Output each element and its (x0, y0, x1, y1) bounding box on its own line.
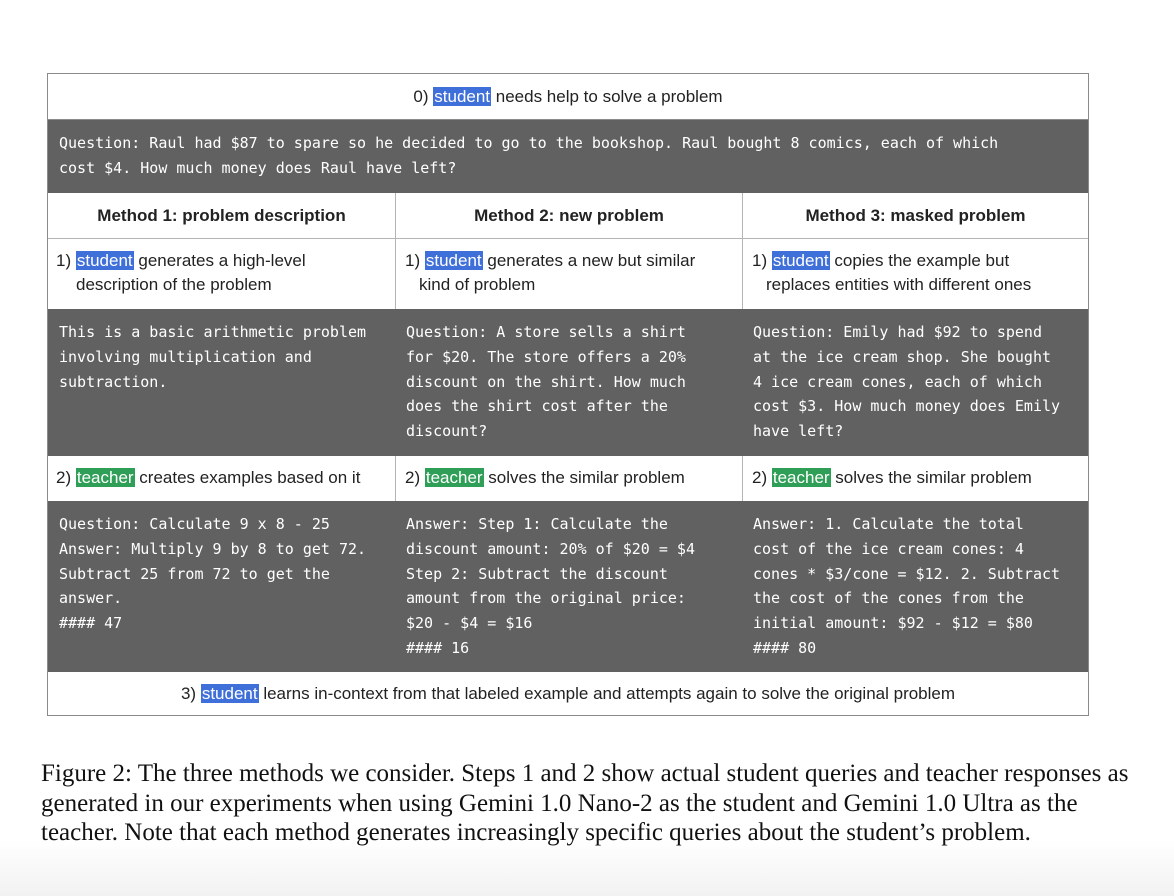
method-2-step1: 1) student generates a new but similar kind of problem (395, 239, 742, 309)
method-2-response: Answer: Step 1: Calculate the discount amount: 20% of $20 = $4 Step 2: Subtract the discount amount from the original price: $20 - $4 = $16 #### 16 (406, 515, 695, 657)
method-3-step2: 2) teacher solves the similar problem (742, 456, 1088, 501)
original-question (48, 120, 1088, 193)
method-headers-row (48, 193, 1088, 239)
student-label: student (425, 251, 482, 270)
method-1-query: This is a basic arithmetic problem involving multiplication and subtraction. (59, 323, 367, 391)
question-line-1: Question: Raul had $87 to spare so he decided to go to the bookshop. Raul bought 8 comics, each of which (59, 134, 999, 152)
teacher-label: teacher (76, 468, 134, 487)
student-label: student (434, 86, 491, 106)
method-2-query: Question: A store sells a shirt for $20. The store offers a 20% discount on the shirt. How much does the shirt cost after the discount? (406, 323, 686, 441)
figure-diagram (47, 73, 1089, 716)
method-3-response: Answer: 1. Calculate the total cost of the ice cream cones: 4 cones * $3/cone = $12. 2. Subtract the cost of the cones from the initial amount: $92 - $12 = $80 #### 80 (753, 515, 1061, 657)
student-label: student (201, 683, 258, 703)
method-1-step2: 2) teacher creates examples based on it (56, 468, 361, 487)
method-1-response: Question: Calculate 9 x 8 - 25 Answer: Multiply 9 by 8 to get 72. Subtract 25 from 72 to get the answer. #### 47 (59, 515, 367, 633)
student-label: student (76, 251, 133, 270)
step0-row (48, 74, 1088, 120)
student-query-row (48, 309, 1088, 456)
step1-row (48, 239, 1088, 309)
student-label: student (772, 251, 829, 270)
method-1-header: Method 1: problem description (97, 205, 346, 225)
step3-text: 3) student learns in-context from that labeled example and attempts again to solve the original problem (180, 683, 956, 703)
teacher-label: teacher (772, 468, 830, 487)
teacher-response-row (48, 501, 1088, 672)
method-2-step2: 2) teacher solves the similar problem (395, 456, 742, 501)
method-2-header: Method 2: new problem (395, 193, 742, 238)
method-3-step1: 1) student copies the example but replaces entities with different ones (742, 239, 1088, 309)
step0-text: 0) student needs help to solve a problem (413, 86, 723, 106)
step2-row (48, 456, 1088, 501)
question-line-2: cost $4. How much money does Raul have left? (59, 158, 457, 177)
method-3-query: Question: Emily had $92 to spend at the ice cream shop. She bought 4 ice cream cones, each of which cost $3. How much money does Emily have left? (753, 323, 1061, 441)
method-3-header: Method 3: masked problem (742, 193, 1088, 238)
method-1-step1: 1) student generates a high-level description of the problem (56, 251, 306, 294)
figure-caption: Figure 2: The three methods we consider. Steps 1 and 2 show actual student queries and teacher responses as generated in our experiments when using Gemini 1.0 Nano-2 as the student and Gemini 1.0 Ultra as the teacher. Note that each method generates increasingly specific queries about the student’s problem. (41, 760, 1129, 846)
teacher-label: teacher (425, 468, 483, 487)
step3-row (48, 672, 1088, 715)
